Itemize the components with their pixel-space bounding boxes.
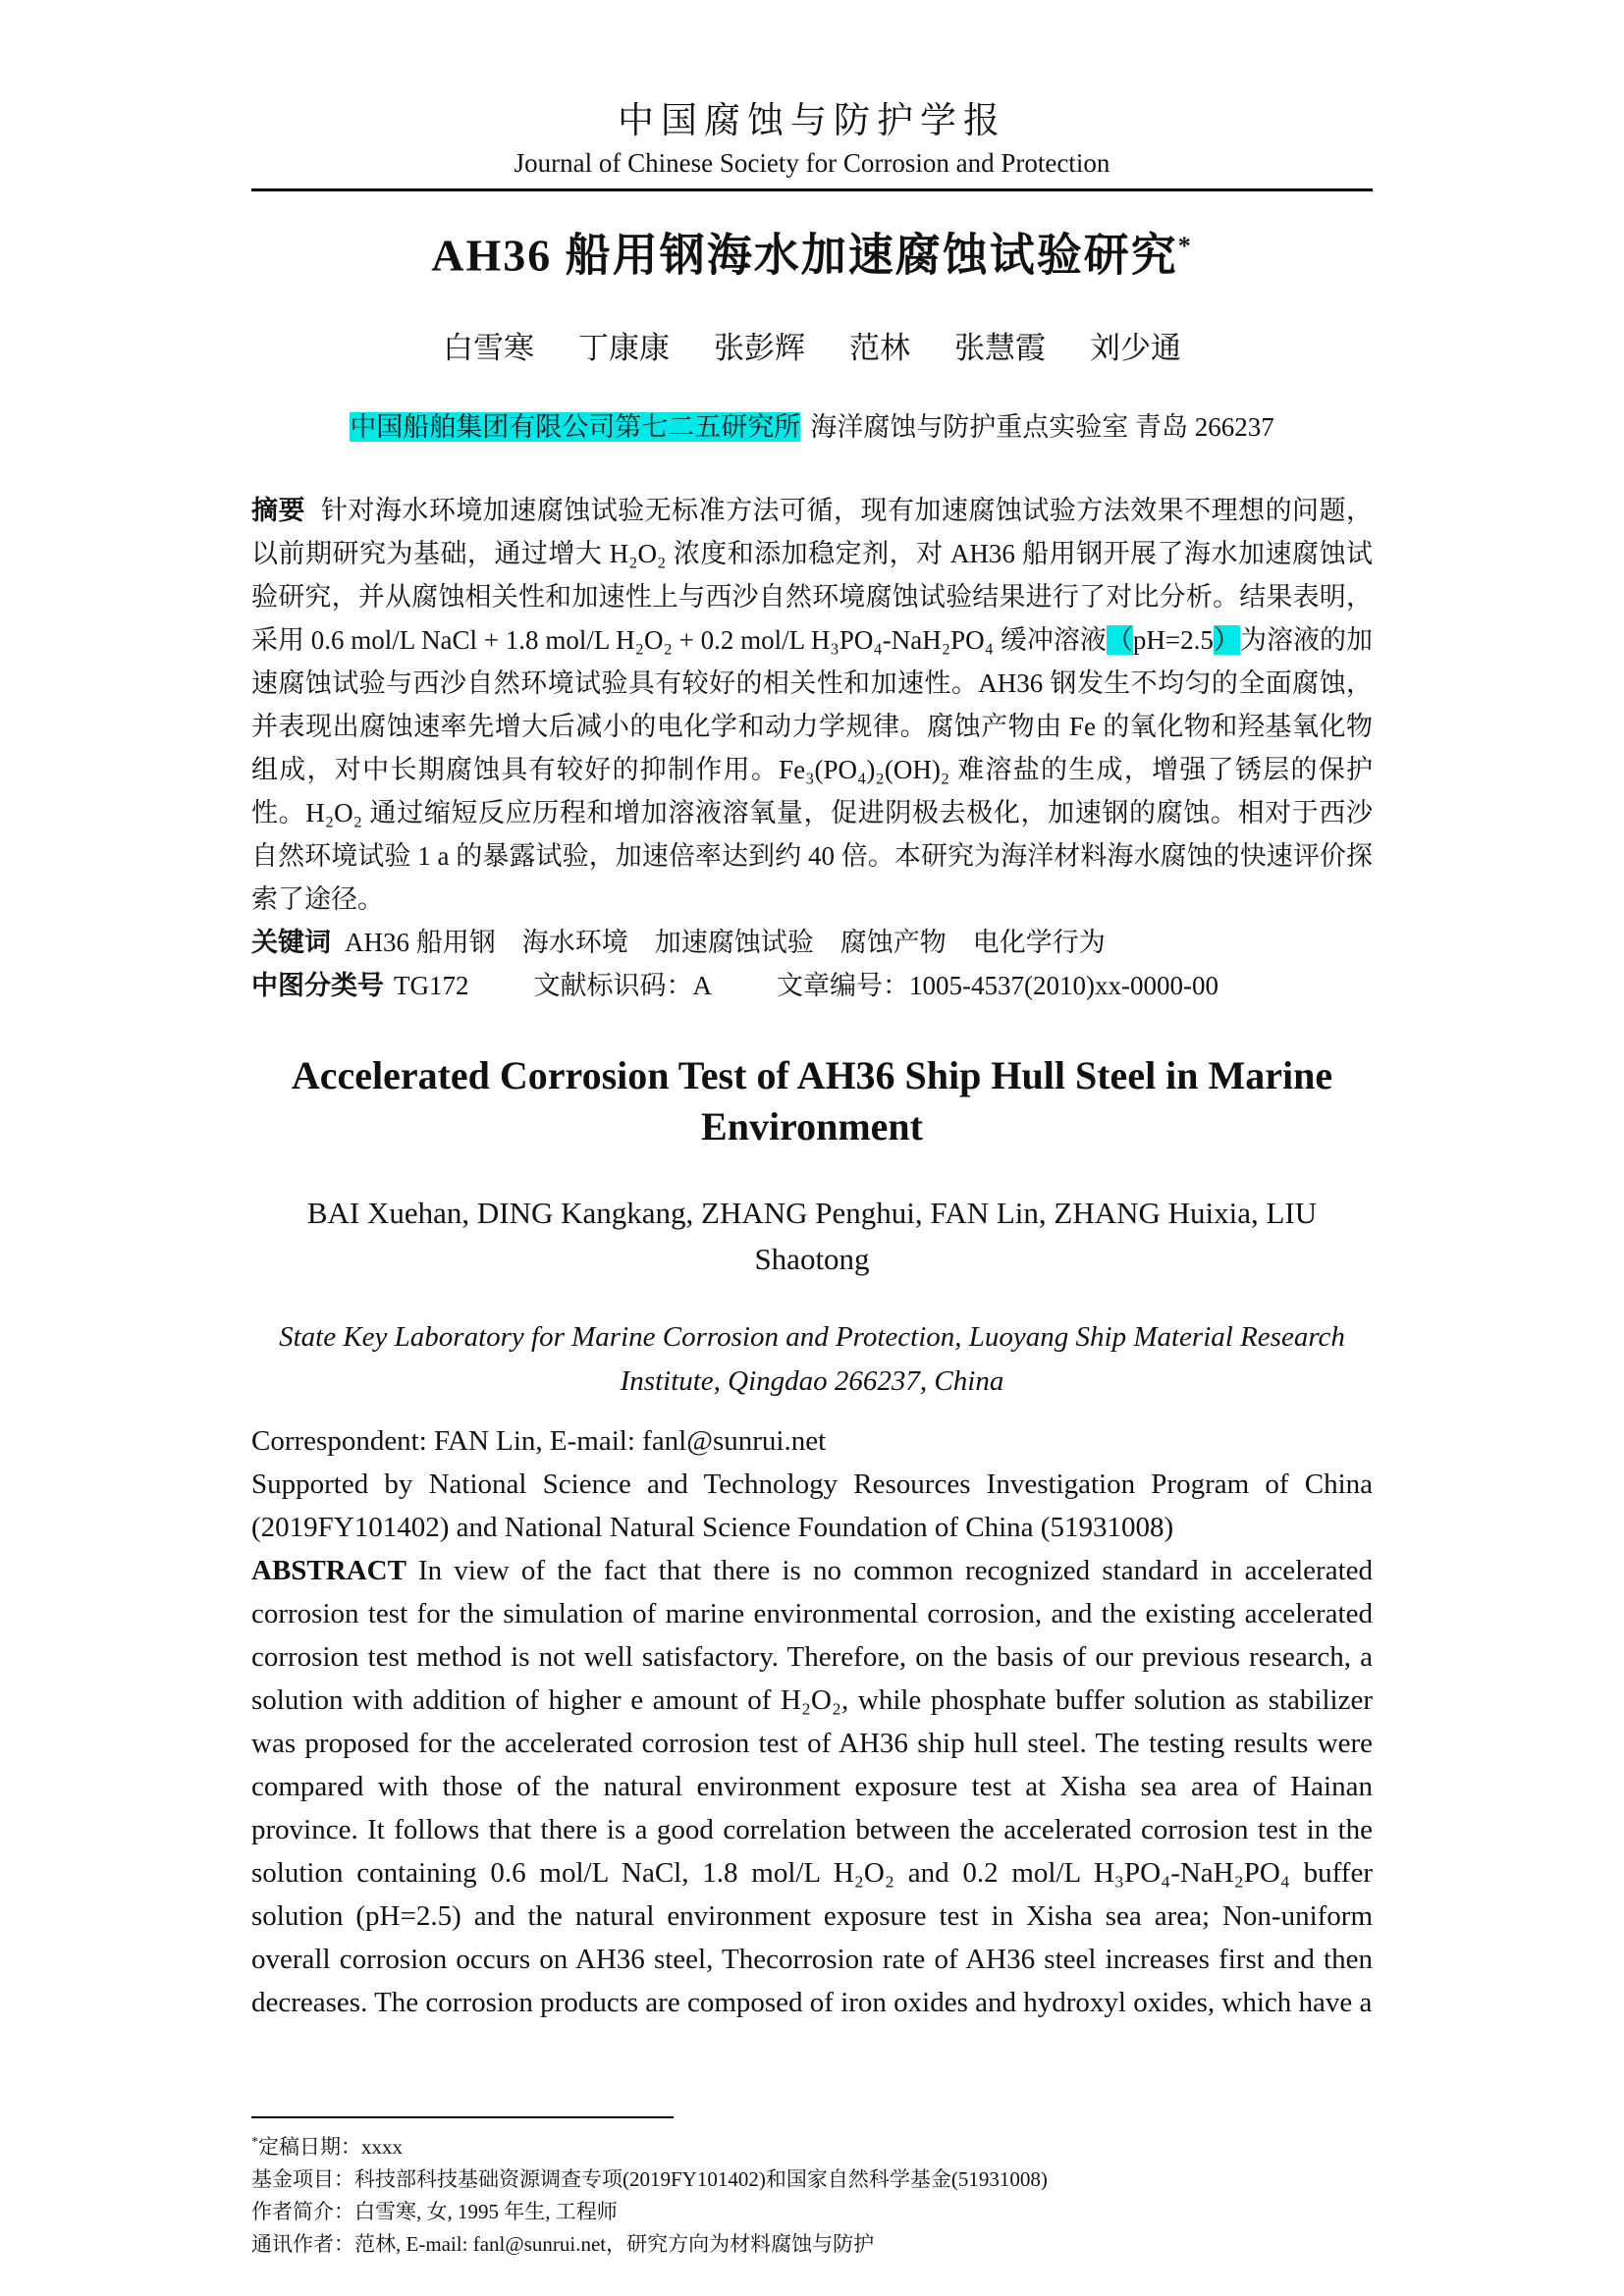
- correspondent-line: Correspondent: FAN Lin, E-mail: fanl@sunrui.net: [251, 1425, 827, 1458]
- document-code-value: A: [692, 971, 712, 1001]
- document-code-label: 文献标识码：: [533, 971, 693, 1001]
- abstract-english: [251, 1549, 1373, 2024]
- affiliation-detail: 海洋腐蚀与防护重点实验室 青岛 266237: [810, 412, 1274, 443]
- footnote-divider: [251, 2116, 674, 2118]
- article-id-label: 文章编号：: [777, 971, 909, 1001]
- clc-value: TG172: [394, 971, 469, 1001]
- header-divider: [251, 188, 1373, 191]
- abstract-label-english: ABSTRACT: [251, 1555, 406, 1587]
- footnote-marker: *: [251, 2135, 258, 2150]
- article-title-chinese-text: AH36 船用钢海水加速腐蚀试验研究: [431, 230, 1178, 281]
- abstract-english-text: In view of the fact that there is no common recognized standard in accelerated corrosion test for the simulation of marine environmental corrosion, and the existing accelerated corrosion test method is not well satisfactory. Therefore, on the basis of our previous research, a solution with addition of higher e amount of H₂O₂, while phosphate buffer solution as stabilizer was proposed for the accelerated corrosion test of AH36 ship hull steel. The testing results were compared with those of the natural environment exposure test at Xisha sea area of Hainan province. It follows that there is a good correlation between the accelerated corrosion test in the solution containing 0.6 mol/L NaCl, 1.8 mol/L H₂O₂ and 0.2 mol/L H₃PO₄-NaH₂PO₄ buffer solution (pH=2.5) and the natural environment exposure test in Xisha sea area; Non-uniform overall corrosion occurs on AH36 steel, Thecorrosion rate of AH36 steel increases first and then decreases. The corrosion products are composed of iron oxides and hydroxyl oxides, which have a: [251, 1555, 1373, 2019]
- footnote-author-bio-line: 作者简介：白雪寒, 女, 1995 年生, 工程师: [251, 2200, 618, 2223]
- author-list-chinese: [251, 328, 1373, 369]
- affiliation-chinese: [251, 408, 1373, 446]
- journal-name-chinese: 中国腐蚀与防护学报: [618, 101, 1006, 141]
- author-name-cn-1: 白雪寒: [443, 331, 534, 366]
- abstract-chinese: [251, 489, 1373, 921]
- author-list-english: BAI Xuehan, DING Kangkang, ZHANG Penghui, FAN Lin, ZHANG Huixia, LIU Shaotong: [306, 1196, 1318, 1277]
- ph-value: pH=2.5: [1132, 625, 1214, 656]
- affiliation-english: State Key Laboratory for Marine Corrosion and Protection, Luoyang Ship Material Research Institute, Qingdao 266237, China: [279, 1321, 1345, 1398]
- affiliation-institute-highlighted: 中国船舶集团有限公司第七二五研究所: [350, 412, 801, 443]
- author-name-cn-6: 刘少通: [1090, 331, 1181, 366]
- article-title-chinese: [251, 217, 1373, 285]
- footnote-corresponding-author-line: 通讯作者：范林, E-mail: fanl@sunrui.net，研究方向为材料腐蚀与防护: [251, 2232, 875, 2256]
- keywords-text: AH36 船用钢 海水环境 加速腐蚀试验 腐蚀产物 电化学行为: [345, 928, 1106, 958]
- abstract-label-chinese: 摘要: [251, 496, 305, 526]
- clc-label: 中图分类号: [251, 971, 384, 1001]
- title-footnote-marker: *: [1177, 232, 1193, 260]
- journal-header: [251, 98, 1373, 191]
- article-id-value: 1005-4537(2010)xx-0000-00: [909, 971, 1218, 1001]
- document-code-group: [534, 964, 713, 1007]
- ph-paren-close-highlighted: ）: [1213, 625, 1240, 656]
- article-title-english: Accelerated Corrosion Test of AH36 Ship Hull Steel in Marine Environment: [291, 1053, 1333, 1149]
- classification-line: [251, 964, 1373, 1007]
- keywords-label: 关键词: [251, 928, 331, 958]
- author-name-cn-3: 张彭辉: [714, 331, 805, 366]
- clc-group: [251, 964, 469, 1007]
- journal-name-english: Journal of Chinese Society for Corrosion and Protection: [514, 148, 1110, 178]
- article-id-group: [777, 964, 1218, 1007]
- footnote-funding-line: 基金项目：科技部科技基础资源调查专项(2019FY101402)和国家自然科学基金(51931008): [251, 2167, 1048, 2191]
- footnote-date-line: [251, 2126, 1373, 2163]
- footnote-date-text: 定稿日期：xxxx: [258, 2135, 403, 2159]
- abstract-chinese-part2: 为溶液的加速腐蚀试验与西沙自然环境试验具有较好的相关性和加速性。AH36 钢发生不均匀的全面腐蚀，并表现出腐蚀速率先增大后减小的电化学和动力学规律。腐蚀产物由 Fe 的氧化物和羟基氧化物组成，对中长期腐蚀具有较好的抑制作用。Fe₃(PO₄)₂(OH)₂ 难溶盐的生成，增强了锈层的保护性。H₂O₂ 通过缩短反应历程和增加溶液溶氧量，促进阴极去极化，加速钢的腐蚀。相对于西沙自然环境试验 1 a 的暴露试验，加速倍率达到约 40 倍。本研究为海洋材料海水腐蚀的快速评价探索了途径。: [251, 625, 1373, 915]
- author-name-cn-5: 张慧霞: [954, 331, 1046, 366]
- ph-paren-open-highlighted: （: [1106, 625, 1133, 656]
- author-name-cn-4: 范林: [849, 331, 910, 366]
- funding-statement: Supported by National Science and Technology Resources Investigation Program of China (2019FY101402) and National Natural Science Foundation of China (51931008): [251, 1468, 1373, 1544]
- abstract-chinese-part1: 针对海水环境加速腐蚀试验无标准方法可循，现有加速腐蚀试验方法效果不理想的问题，以前期研究为基础，通过增大 H₂O₂ 浓度和添加稳定剂，对 AH36 船用钢开展了海水加速腐蚀试验研究，并从腐蚀相关性和加速性上与西沙自然环境腐蚀试验结果进行了对比分析。结果表明，采用 0.6 mol/L NaCl + 1.8 mol/L H₂O₂ + 0.2 mol/L H₃PO₄-NaH₂PO₄ 缓冲溶液: [251, 496, 1374, 656]
- keywords-line: [251, 921, 1373, 964]
- author-name-cn-2: 丁康康: [578, 331, 670, 366]
- footnote-section: [251, 2109, 1373, 2261]
